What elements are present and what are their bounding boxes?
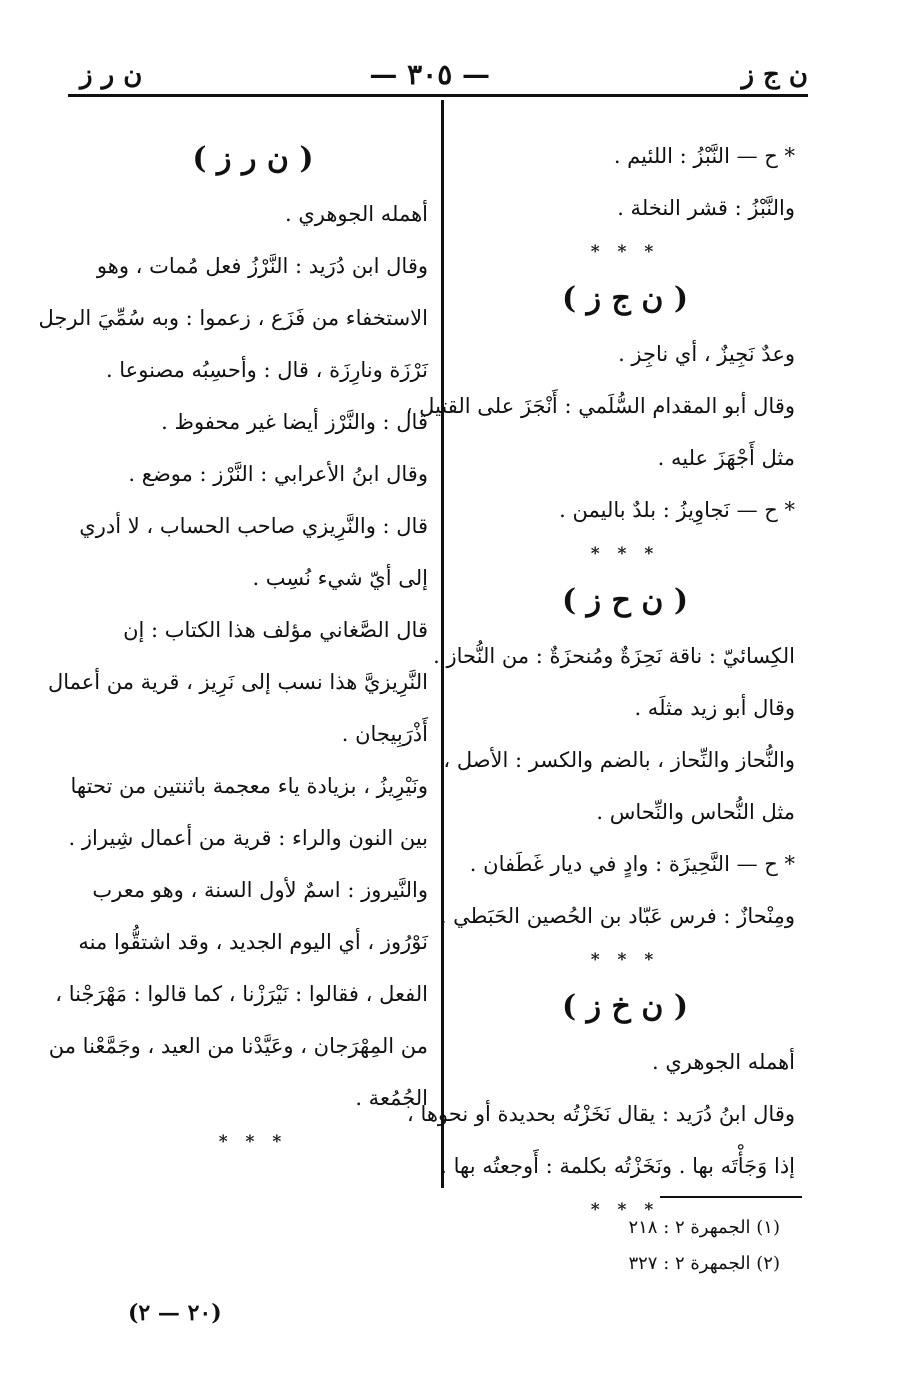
right-column [405,130,795,1228]
text-line: الاستخفاء من فَزَع ، زعموا : وبه سُمِّيَ الرجل [38,306,428,330]
section-separator: * * * [590,1200,660,1220]
text-line: والنَّيروز : اسمٌ لأول السنة ، وهو معرب [92,878,428,902]
signature-mark: (٢٠ — ٢) [128,1300,222,1326]
text-line: نَوْرُوز ، أي اليوم الجديد ، وقد اشتقُّوا منه [78,930,428,954]
text-line: إذا وَجَأْتَه بها . ونَخَزْتُه بكلمة : أَوجعتُه بها . [440,1154,795,1178]
text-line: وقال ابنُ الأعرابي : النَّرْز : موضع . [128,462,428,486]
text-line: إلى أيّ شيء نُسِب . [252,566,428,590]
text-line: * ح — النَّحِيزَة : وادٍ في ديار غَطَفان . [469,852,795,876]
text-line: * ح — النَّبْزُ : اللئيم . [613,144,795,168]
text-line: الجُمُعة . [355,1086,428,1110]
text-line: وقال أبو المقدام السُّلَمي : أَنْجَزَ على القتيل ، [405,394,795,418]
text-line: بين النون والراء : قرية من أعمال شِيراز . [68,826,428,850]
text-line: والنُّحاز والنِّحاز ، بالضم والكسر : الأصل ، [443,748,795,772]
running-head-left: ن ر ز [80,60,143,90]
section-separator: * * * [590,544,660,564]
text-line: ومِنْحازٌ : فرس عَبّاد بن الحُصين الحَبَطي . [439,904,795,928]
text-line: قال : والنَّرْز أيضا غير محفوظ . [161,410,428,434]
text-line: وقال ابنُ دُرَيد : يقال نَخَزْتُه بحديدة أو نحوها ، [407,1102,795,1126]
text-line: الفعل ، فقالوا : نَيْرَزْنا ، كما قالوا : مَهْرَجْنا ، [55,982,428,1006]
text-line: * ح — نَجاوِيزُ : بلدٌ باليمن . [559,498,795,522]
footnote: (١) الجمهرة ٢ : ٢١٨ [628,1217,780,1238]
root-heading: ( ن ح ز ) [561,583,689,618]
header-rule [68,94,808,97]
text-line: الكِسائيّ : ناقة نَحِزَةٌ ومُنحزَةٌ : من النُّحاز . [433,644,795,668]
page-number: — ٣٠٥ — [369,58,490,91]
footnotes [560,1210,780,1282]
root-heading: ( ن ر ز ) [192,141,314,176]
text-line: أهمله الجوهري . [651,1050,795,1074]
text-line: مثل النُّحاس والنِّحاس . [596,800,795,824]
running-head-right: ن ج ز [741,60,808,90]
text-line: أَذْرَبِيجان . [341,722,428,746]
text-line: وعدٌ نَجِيزٌ ، أي ناجِز . [618,342,795,366]
footnote-rule [660,1196,802,1198]
text-line: وقال أبو زيد مثلَه . [634,696,795,720]
text-line: أهمله الجوهري . [284,202,428,226]
root-heading: ( ن خ ز ) [561,989,689,1024]
footnote: (٢) الجمهرة ٢ : ٣٢٧ [628,1253,780,1274]
text-line: قال : والنَّرِيزي صاحب الحساب ، لا أدري [79,514,428,538]
text-line: وقال ابن دُرَيد : النَّرْزُ فعل مُمات ، وهو [96,254,428,278]
text-line: والنَّبْزُ : قشر النخلة . [617,196,795,220]
text-line: نَرْزَة ونارِزَة ، قال : وأحسِبُه مصنوعا . [105,358,428,382]
left-column [38,130,428,1160]
section-separator: * * * [590,242,660,262]
text-line: مثل أَجْهَزَ عليه . [657,446,795,470]
section-separator: * * * [218,1132,288,1152]
text-line: قال الصَّغاني مؤلف هذا الكتاب : إن [123,618,428,642]
text-line: من المِهْرَجان ، وعَيَّدْنا من العيد ، وجَمَّعْنا من [48,1034,428,1058]
text-line: ونَيْرِيزُ ، بزيادة ياء معجمة باثنتين من تحتها [70,774,428,798]
text-line: النَّرِيزيَّ هذا نسب إلى نَرِيز ، قرية من أعمال [47,670,428,694]
root-heading: ( ن ج ز ) [561,281,689,316]
section-separator: * * * [590,950,660,970]
